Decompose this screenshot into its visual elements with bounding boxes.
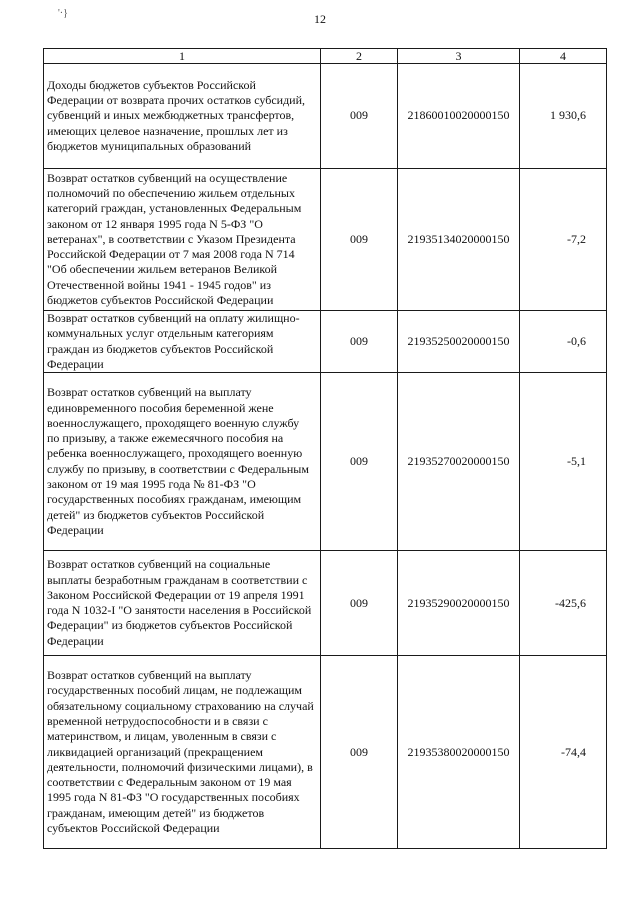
description-line: службу по призыву, в соответствии с Федеральным bbox=[47, 461, 309, 476]
description-line: субвенций и иных межбюджетных трансфертов, bbox=[47, 108, 295, 123]
description-line: детей" из бюджетов субъектов Российской bbox=[47, 507, 265, 522]
description-line: Федерации от возврата прочих остатков субсидий, bbox=[47, 93, 306, 108]
amount: -5,1 bbox=[520, 373, 607, 551]
description-line: "Об обеспечении жильем ветеранов Великой bbox=[47, 262, 278, 277]
description-line: Федерации bbox=[47, 633, 104, 648]
description-line: 1995 года N 81-ФЗ "О государственных пособиях bbox=[47, 790, 300, 805]
scan-speck: '·} bbox=[58, 8, 68, 19]
admin-code: 009 bbox=[321, 656, 398, 849]
row-description bbox=[44, 64, 321, 169]
description-line: ребенка военнослужащего, проходящего военную bbox=[47, 446, 303, 461]
header-col-1: 1 bbox=[44, 49, 321, 64]
budget-classification-code: 21935380020000150 bbox=[398, 656, 520, 849]
description-line: полномочий по обеспечению жильем отдельных bbox=[47, 185, 295, 200]
admin-code: 009 bbox=[321, 169, 398, 311]
amount: -425,6 bbox=[520, 551, 607, 656]
budget-classification-code: 21860010020000150 bbox=[398, 64, 520, 169]
table-row bbox=[44, 64, 607, 169]
description-line: Возврат остатков субвенций на осуществление bbox=[47, 170, 288, 185]
description-line: ветеранах", в соответствии с Указом Президента bbox=[47, 231, 296, 246]
description-line: соответствии с Федеральным законом от 19 мая bbox=[47, 775, 292, 790]
budget-classification-code: 21935250020000150 bbox=[398, 311, 520, 373]
revenue-table bbox=[43, 48, 607, 849]
description-line: бюджетов субъектов Российской Федерации bbox=[47, 293, 274, 308]
amount: -7,2 bbox=[520, 169, 607, 311]
description-line: Отечественной войны 1941 - 1945 годов" из bbox=[47, 277, 271, 292]
description-line: граждан из бюджетов субъектов Российской bbox=[47, 341, 274, 356]
table-row bbox=[44, 373, 607, 551]
header-col-3: 3 bbox=[398, 49, 520, 64]
description-line: Возврат остатков субвенций на выплату bbox=[47, 668, 252, 683]
row-description bbox=[44, 551, 321, 656]
description-line: законом от 19 мая 1995 года № 81-ФЗ "О bbox=[47, 476, 256, 491]
description-line: Федерации" из бюджетов субъектов Российской bbox=[47, 618, 293, 633]
table-row bbox=[44, 311, 607, 373]
description-line: временной нетрудоспособности и в связи с bbox=[47, 713, 268, 728]
description-line: Законом Российской Федерации от 19 апреля 1991 bbox=[47, 587, 305, 602]
description-line: ликвидацией организаций (прекращением bbox=[47, 744, 264, 759]
budget-classification-code: 21935134020000150 bbox=[398, 169, 520, 311]
description-line: Возврат остатков субвенций на социальные bbox=[47, 557, 271, 572]
description-line: года N 1032-I "О занятости населения в Российской bbox=[47, 603, 312, 618]
description-line: бюджетов муниципальных образований bbox=[47, 138, 252, 153]
row-description bbox=[44, 656, 321, 849]
description-line: категорий граждан, установленных Федеральным bbox=[47, 201, 302, 216]
description-line: военнослужащего, проходящего военную службу bbox=[47, 415, 300, 430]
row-description bbox=[44, 373, 321, 551]
amount: -74,4 bbox=[520, 656, 607, 849]
description-line: государственных пособиях гражданам, имеющим bbox=[47, 492, 302, 507]
page-number: 12 bbox=[314, 12, 326, 26]
description-line: имеющих целевое назначение, прошлых лет из bbox=[47, 123, 288, 138]
budget-classification-code: 21935290020000150 bbox=[398, 551, 520, 656]
admin-code: 009 bbox=[321, 311, 398, 373]
description-line: Российской Федерации от 7 мая 2008 года N 714 bbox=[47, 247, 295, 262]
description-line: единовременного пособия беременной жене bbox=[47, 400, 274, 415]
description-line: субъектов Российской Федерации bbox=[47, 821, 220, 836]
amount: 1 930,6 bbox=[520, 64, 607, 169]
admin-code: 009 bbox=[321, 373, 398, 551]
row-description bbox=[44, 311, 321, 373]
description-line: деятельности, полномочий физическими лицами), в bbox=[47, 759, 313, 774]
description-line: Возврат остатков субвенций на выплату bbox=[47, 385, 252, 400]
description-line: Возврат остатков субвенций на оплату жилищно- bbox=[47, 311, 300, 325]
description-line: выплаты безработным гражданам в соответствии с bbox=[47, 572, 308, 587]
header-row bbox=[44, 49, 607, 64]
amount: -0,6 bbox=[520, 311, 607, 373]
admin-code: 009 bbox=[321, 64, 398, 169]
description-line: Федерации bbox=[47, 356, 104, 371]
description-line: Доходы бюджетов субъектов Российской bbox=[47, 77, 256, 92]
description-line: по призыву, а также ежемесячного пособия на bbox=[47, 431, 284, 446]
row-description bbox=[44, 169, 321, 311]
description-line: гражданам, имеющим детей" из бюджетов bbox=[47, 805, 265, 820]
description-line: законом от 12 января 1995 года N 5-ФЗ "О bbox=[47, 216, 263, 231]
table-row bbox=[44, 169, 607, 311]
table-row bbox=[44, 656, 607, 849]
header-col-4: 4 bbox=[520, 49, 607, 64]
budget-classification-code: 21935270020000150 bbox=[398, 373, 520, 551]
description-line: государственных пособий лицам, не подлежащим bbox=[47, 683, 303, 698]
description-line: Федерации bbox=[47, 522, 104, 537]
table-row bbox=[44, 551, 607, 656]
description-line: коммунальных услуг отдельным категориям bbox=[47, 326, 274, 341]
description-line: материнством, и лицам, уволенным в связи с bbox=[47, 729, 277, 744]
admin-code: 009 bbox=[321, 551, 398, 656]
header-col-2: 2 bbox=[321, 49, 398, 64]
description-line: обязательному социальному страхованию на случай bbox=[47, 698, 314, 713]
